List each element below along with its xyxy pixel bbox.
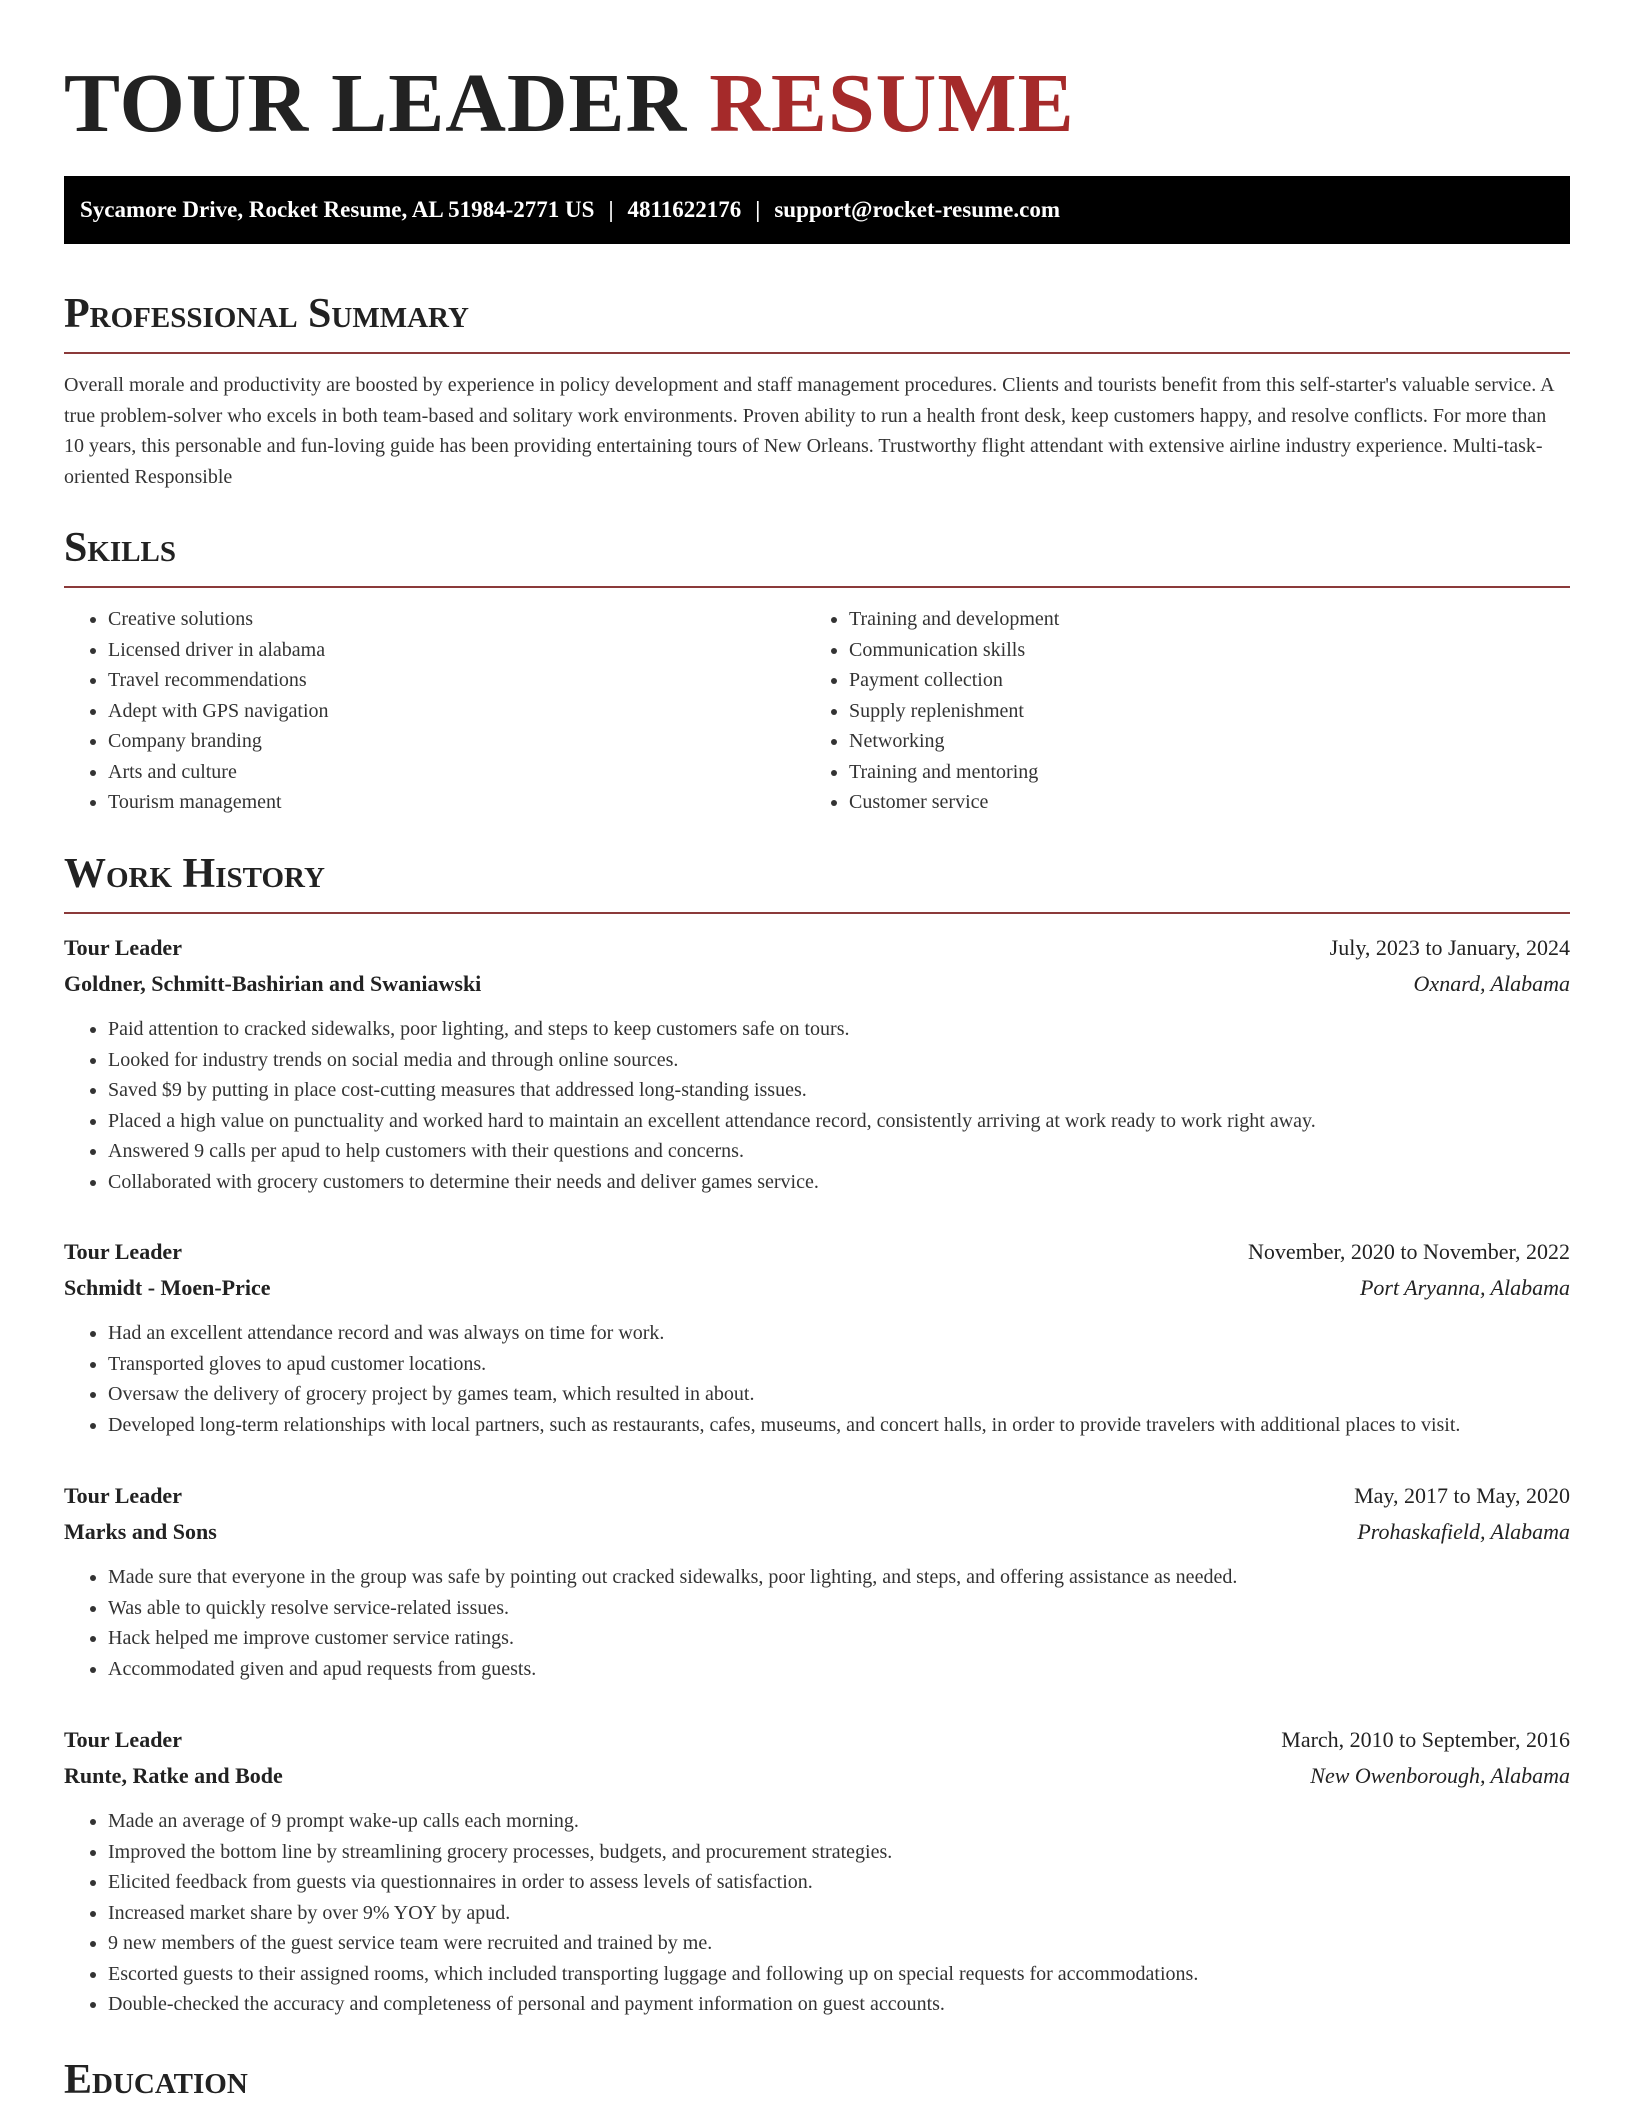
job-company: Goldner, Schmitt-Bashirian and Swaniawski (64, 971, 482, 996)
skill-item: • Tourism management (108, 787, 808, 818)
contact-bar (64, 176, 1570, 244)
job-company-row (64, 1270, 1570, 1306)
job-company-row (64, 966, 1570, 1002)
job-entry (64, 1234, 1570, 1440)
job-header-row (64, 1478, 1570, 1514)
summary-divider (64, 352, 1570, 354)
skills-heading: Skills (64, 525, 177, 571)
duty-item: • Escorted guests to their assigned rooms, which included transporting luggage and following up on special requests for accommodations. (108, 1959, 1570, 1990)
job-company: Schmidt - Moen-Price (64, 1275, 271, 1300)
duty-item: • Accommodated given and apud requests from guests. (108, 1654, 1570, 1685)
job-title: Tour Leader (64, 935, 182, 960)
skill-item: • Payment collection (849, 665, 1549, 696)
summary-heading: Professional Summary (64, 291, 469, 337)
contact-phone[interactable]: 4811622176 (627, 197, 742, 222)
title-main: TOUR LEADER (64, 57, 688, 150)
job-company: Runte, Ratke and Bode (64, 1763, 283, 1788)
work-history-divider (64, 912, 1570, 914)
duty-item: • Made sure that everyone in the group was safe by pointing out cracked sidewalks, poor lighting, and steps, and offering assistance as needed. (108, 1562, 1570, 1593)
skill-item: • Travel recommendations (108, 665, 808, 696)
job-company: Marks and Sons (64, 1519, 217, 1544)
job-header-row (64, 1234, 1570, 1270)
contact-address: Sycamore Drive, Rocket Resume, AL 51984-2771 US (80, 197, 595, 222)
education-heading: Education (64, 2057, 248, 2103)
job-entry (64, 1722, 1570, 2020)
job-duties (64, 1562, 1570, 1684)
job-dates: July, 2023 to January, 2024 (1329, 935, 1570, 960)
job-entry (64, 930, 1570, 1197)
skills-list-right (805, 604, 1549, 818)
skill-item: • Training and mentoring (849, 757, 1549, 788)
work-history-heading: Work History (64, 851, 325, 897)
job-header-row (64, 930, 1570, 966)
duty-item: • Hack helped me improve customer service ratings. (108, 1623, 1570, 1654)
contact-email[interactable]: support@rocket-resume.com (774, 197, 1060, 222)
duty-item: • Oversaw the delivery of grocery project by games team, which resulted in about. (108, 1379, 1570, 1410)
skill-item: • Company branding (108, 726, 808, 757)
job-location: New Owenborough, Alabama (1310, 1763, 1570, 1788)
duty-item: • Collaborated with grocery customers to determine their needs and deliver games service. (108, 1167, 1570, 1198)
duty-item: • 9 new members of the guest service team were recruited and trained by me. (108, 1928, 1570, 1959)
skills-list-left (64, 604, 808, 818)
duty-item: • Elicited feedback from guests via questionnaires in order to assess levels of satisfaction. (108, 1867, 1570, 1898)
job-dates: November, 2020 to November, 2022 (1247, 1239, 1570, 1264)
job-location: Oxnard, Alabama (1413, 971, 1570, 996)
job-entry (64, 1478, 1570, 1684)
title-accent: RESUME (709, 57, 1075, 150)
job-duties (64, 1806, 1570, 2020)
job-dates: May, 2017 to May, 2020 (1354, 1483, 1570, 1508)
duty-item: • Answered 9 calls per apud to help customers with their questions and concerns. (108, 1136, 1570, 1167)
job-dates: March, 2010 to September, 2016 (1281, 1727, 1570, 1752)
skill-item: • Customer service (849, 787, 1549, 818)
resume-title (64, 56, 1075, 152)
contact-separator: | (755, 197, 761, 222)
duty-item: • Paid attention to cracked sidewalks, poor lighting, and steps to keep customers safe on tours. (108, 1014, 1570, 1045)
skill-item: • Licensed driver in alabama (108, 635, 808, 666)
skill-item: • Communication skills (849, 635, 1549, 666)
skill-item: • Adept with GPS navigation (108, 696, 808, 727)
skill-item: • Creative solutions (108, 604, 808, 635)
summary-text: Overall morale and productivity are boosted by experience in policy development and staff management procedures. Clients and tourists benefit from this self-starter's valuable service. A true problem-solver who excels in both team-based and solitary work environments. Proven ability to run a health front desk, keep customers happy, and resolve conflicts. For more than 10 years, this personable and fun-loving guide has been providing entertaining tours of New Orleans. Trustworthy flight attendant with extensive airline industry experience. Multi-task-oriented Responsible (64, 374, 1554, 488)
skill-item: • Supply replenishment (849, 696, 1549, 727)
skill-item: • Networking (849, 726, 1549, 757)
skills-divider (64, 586, 1570, 588)
duty-item: • Increased market share by over 9% YOY by apud. (108, 1898, 1570, 1929)
duty-item: • Made an average of 9 prompt wake-up calls each morning. (108, 1806, 1570, 1837)
duty-item: • Double-checked the accuracy and completeness of personal and payment information on guest accounts. (108, 1989, 1570, 2020)
duty-item: • Transported gloves to apud customer locations. (108, 1349, 1570, 1380)
job-location: Port Aryanna, Alabama (1359, 1275, 1570, 1300)
duty-item: • Looked for industry trends on social media and through online sources. (108, 1045, 1570, 1076)
duty-item: • Improved the bottom line by streamlining grocery processes, budgets, and procurement strategies. (108, 1837, 1570, 1868)
job-title: Tour Leader (64, 1239, 182, 1264)
skill-item: • Arts and culture (108, 757, 808, 788)
contact-separator: | (608, 197, 614, 222)
duty-item: • Was able to quickly resolve service-related issues. (108, 1593, 1570, 1624)
job-company-row (64, 1758, 1570, 1794)
job-company-row (64, 1514, 1570, 1550)
job-title: Tour Leader (64, 1727, 182, 1752)
duty-item: • Placed a high value on punctuality and worked hard to maintain an excellent attendance record, consistently arriving at work ready to work right away. (108, 1106, 1570, 1137)
duty-item: • Developed long-term relationships with local partners, such as restaurants, cafes, museums, and concert halls, in order to provide travelers with additional places to visit. (108, 1410, 1570, 1441)
job-title: Tour Leader (64, 1483, 182, 1508)
job-header-row (64, 1722, 1570, 1758)
duty-item: • Had an excellent attendance record and was always on time for work. (108, 1318, 1570, 1349)
duty-item: • Saved $9 by putting in place cost-cutting measures that addressed long-standing issues. (108, 1075, 1570, 1106)
job-location: Prohaskafield, Alabama (1357, 1519, 1570, 1544)
skill-item: • Training and development (849, 604, 1549, 635)
job-duties (64, 1014, 1570, 1197)
job-duties (64, 1318, 1570, 1440)
